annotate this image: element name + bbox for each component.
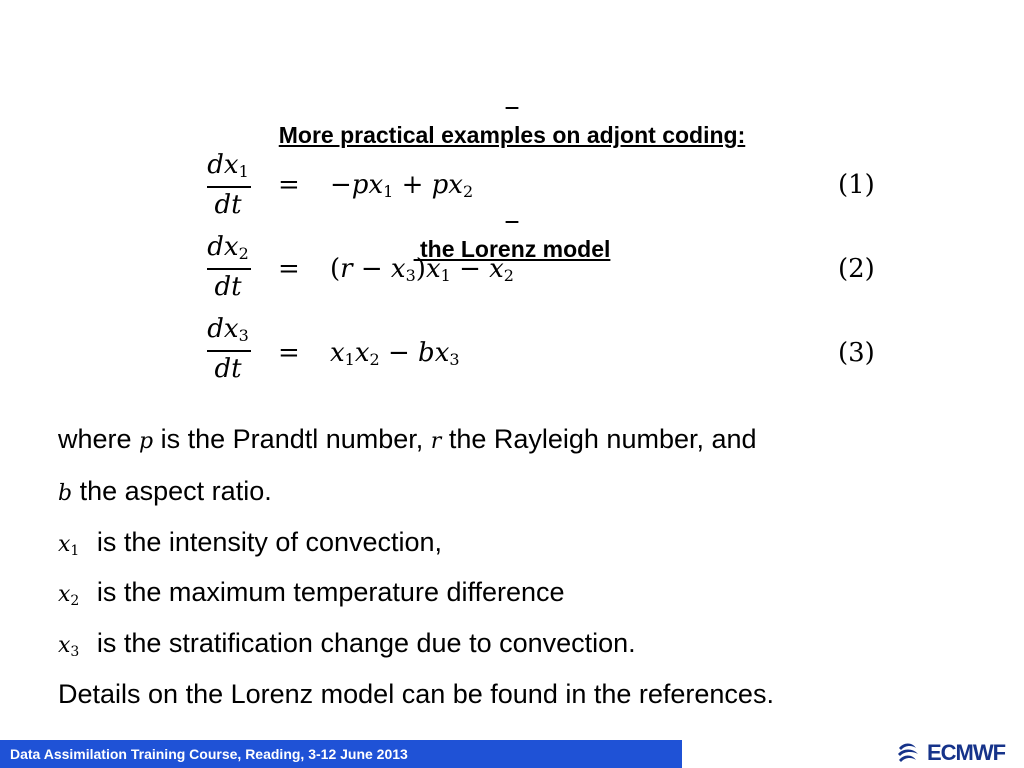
equation-2-label: (2) [838, 254, 875, 284]
equation-1 [0, 150, 1024, 230]
text-prandtl: is the Prandtl number, [153, 424, 431, 454]
equation-3-denominator: dt [214, 354, 242, 384]
body-line-4 [58, 577, 565, 609]
equation-1-label: (1) [838, 170, 875, 200]
fraction-bar [207, 350, 251, 352]
equation-1-numerator: $dx_1$ [207, 150, 249, 181]
ecmwf-logo-icon [896, 742, 926, 764]
text-where: where [58, 424, 140, 454]
fraction-bar [207, 186, 251, 188]
equals-sign: = [278, 254, 300, 284]
variable-b: b [58, 481, 73, 506]
ecmwf-logo-text: ECMWF [927, 740, 1006, 765]
ecmwf-logo [896, 741, 1005, 765]
title-line-1: More practical examples on adjont coding: [278, 122, 746, 148]
equation-3-numerator: $dx_3$ [207, 314, 249, 345]
fraction-bar [207, 268, 251, 270]
body-line-2 [58, 476, 272, 507]
footer-bar [0, 740, 682, 768]
equals-sign: = [278, 338, 300, 368]
variable-p: p [139, 429, 154, 454]
equation-3-label: (3) [838, 338, 875, 368]
equation-2-numerator: $dx_2$ [207, 232, 249, 263]
variable-x2: $x_2$ [58, 582, 80, 609]
equation-1-rhs: $-px_1 + px_2$ [330, 170, 474, 201]
equals-sign: = [278, 170, 300, 200]
equation-2-denominator: dt [214, 272, 242, 302]
equation-3-rhs: $x_1x_2 - bx_3$ [330, 338, 460, 369]
title-line-2: the Lorenz model [413, 236, 611, 262]
variable-x1: $x_1$ [58, 532, 80, 559]
text-rayleigh: the Rayleigh number, and [441, 424, 757, 454]
body-line-5 [58, 628, 636, 660]
variable-x3: $x_3$ [58, 633, 80, 660]
body-line-1 [58, 424, 757, 455]
equation-1-denominator: dt [214, 190, 242, 220]
variable-r: r [430, 429, 442, 454]
text-intensity: is the intensity of convection, [89, 527, 443, 557]
text-temperature: is the maximum temperature difference [89, 577, 565, 607]
equation-2 [0, 232, 1024, 312]
body-line-3 [58, 527, 442, 559]
equation-2-rhs: $(r - x_3)x_1 - x_2$ [330, 254, 514, 285]
equation-3 [0, 314, 1024, 394]
text-stratification: is the stratification change due to convection. [89, 628, 636, 658]
footer-text: Data Assimilation Training Course, Reading, 3-12 June 2013 [10, 746, 408, 762]
text-aspect-ratio: the aspect ratio. [72, 476, 272, 506]
body-line-6: Details on the Lorenz model can be found in the references. [58, 679, 774, 709]
